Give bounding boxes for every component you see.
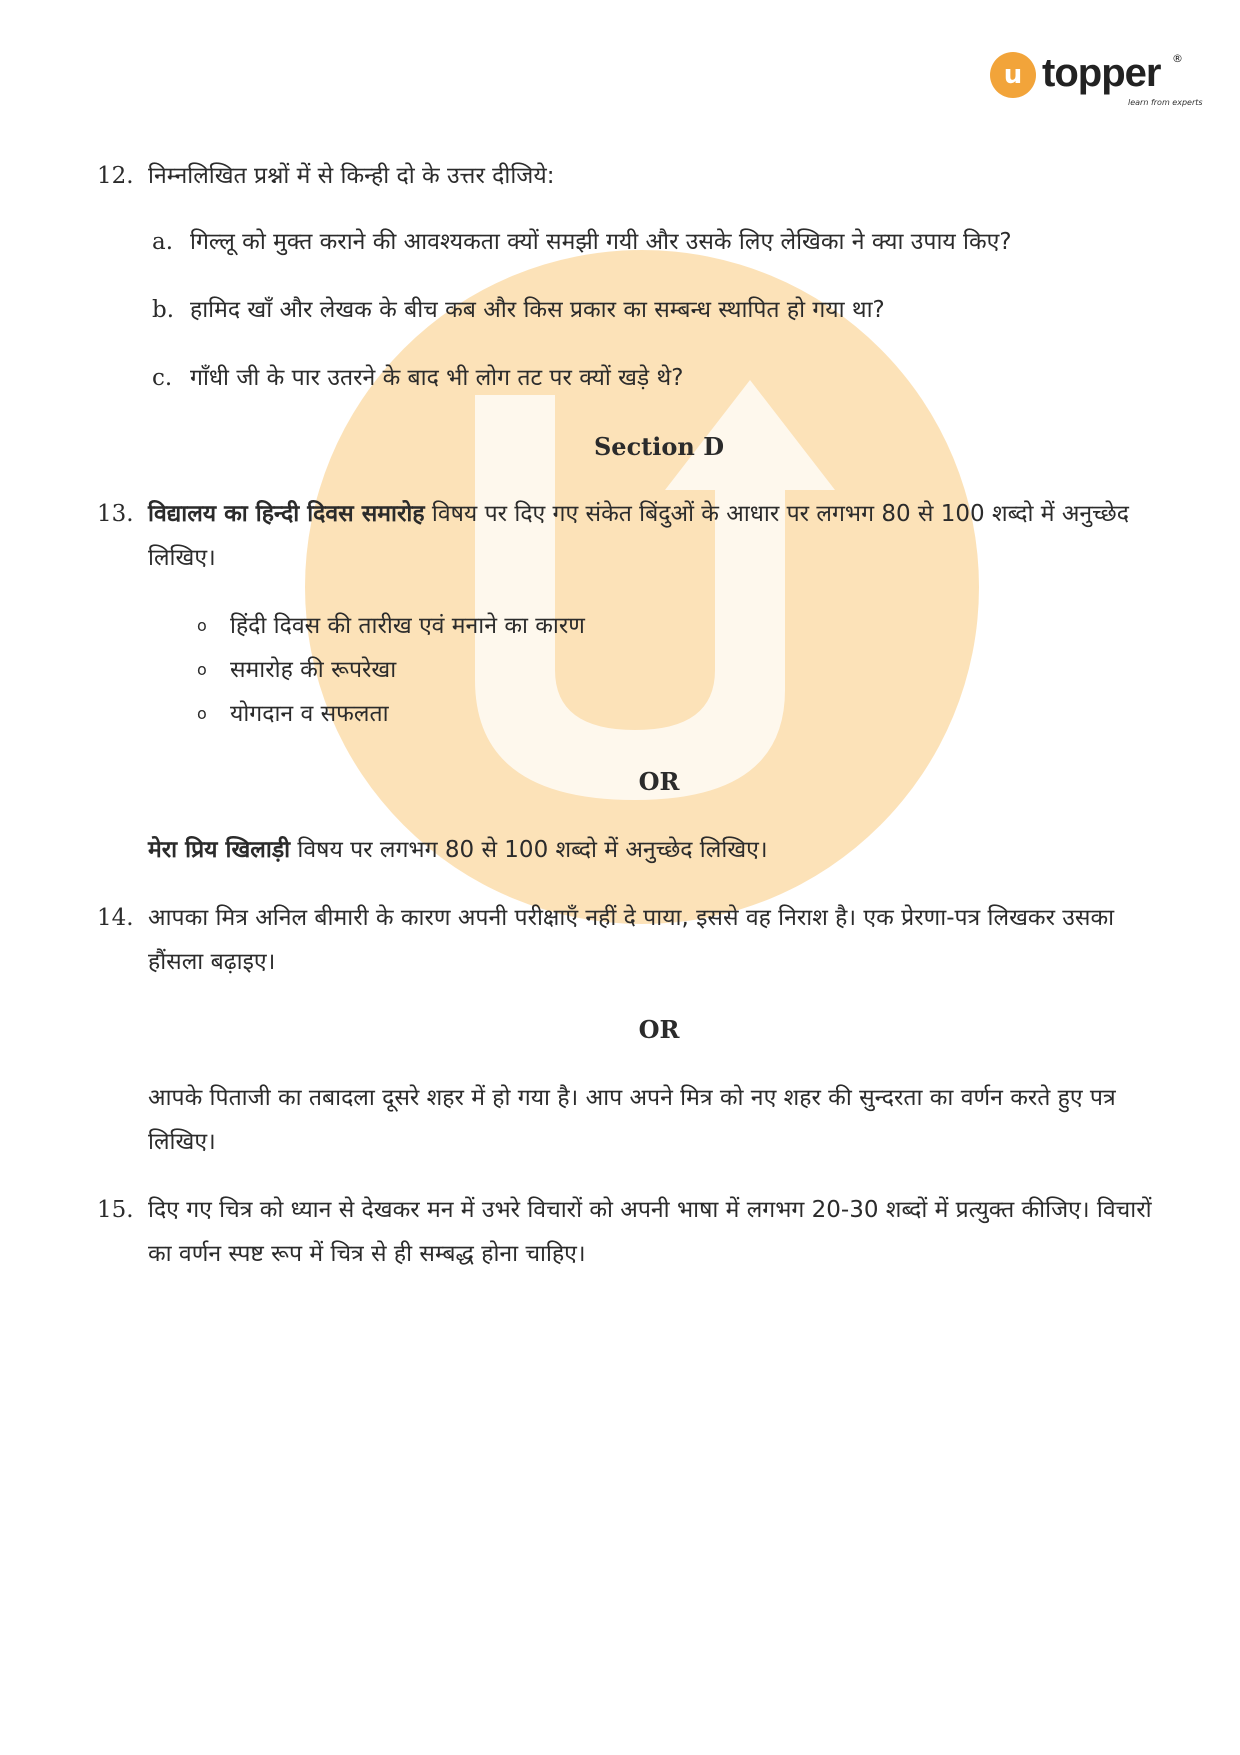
question-14-text: आपका मित्र अनिल बीमारी के कारण अपनी परीक्षाएँ नहीं दे पाया, इससे वह निराश है। एक प्रेरणा-पत्र लिखकर उसका xyxy=(148,905,1115,931)
part-letter: b. xyxy=(152,297,175,323)
logo-wordmark: topper xyxy=(1042,50,1161,95)
question-13-instruction: विषय पर दिए गए संकेत बिंदुओं के आधार पर लगभग 80 से 100 शब्दो में अनुच्छेद xyxy=(424,501,1129,527)
hint-point: योगदान व सफलता xyxy=(230,701,389,727)
hint-point: समारोह की रूपरेखा xyxy=(230,657,397,683)
or-divider: OR xyxy=(638,767,680,796)
question-13-text xyxy=(148,492,1173,536)
part-letter: a. xyxy=(152,229,174,255)
bullet-icon: o xyxy=(197,616,207,635)
logo-tagline: learn from experts xyxy=(1128,98,1203,107)
question-15-text-cont: का वर्णन स्पष्ट रूप में चित्र से ही सम्बद्ध होना चाहिए। xyxy=(148,1241,586,1267)
utopper-logo xyxy=(990,52,1160,98)
question-number: 14. xyxy=(97,905,134,931)
part-letter: c. xyxy=(152,365,173,391)
question-14-text-cont: हौंसला बढ़ाइए। xyxy=(148,949,276,975)
question-13-alt-instruction: विषय पर लगभग 80 से 100 शब्दो में अनुच्छेद लिखिए। xyxy=(290,837,768,863)
section-heading: Section D xyxy=(593,432,725,461)
question-12-text: निम्नलिखित प्रश्नों में से किन्ही दो के उत्तर दीजिये: xyxy=(148,163,555,189)
bullet-icon: o xyxy=(197,704,207,723)
question-15-text: दिए गए चित्र को ध्यान से देखकर मन में उभरे विचारों को अपनी भाषा में लगभग 20-30 शब्दों में प्रत्युक्त कीजिए। विचारों xyxy=(148,1197,1152,1223)
question-number: 12. xyxy=(97,163,134,189)
question-14-alternative-cont: लिखिए। xyxy=(148,1129,216,1155)
question-number: 15. xyxy=(97,1197,134,1223)
question-13-alternative xyxy=(148,828,1173,872)
registered-mark: ® xyxy=(1172,52,1183,65)
question-number: 13. xyxy=(97,501,134,527)
question-13-text-cont: लिखिए। xyxy=(148,545,216,571)
hint-point: हिंदी दिवस की तारीख एवं मनाने का कारण xyxy=(230,613,585,639)
utopper-watermark xyxy=(305,250,980,925)
question-12a-text: गिल्लू को मुक्त कराने की आवश्यकता क्यों समझी गयी और उसके लिए लेखिका ने क्या उपाय किए? xyxy=(190,229,1012,255)
question-13-alt-topic: मेरा प्रिय खिलाड़ी xyxy=(148,837,291,863)
question-13-topic: विद्यालय का हिन्दी दिवस समारोह xyxy=(148,501,425,527)
or-divider: OR xyxy=(638,1015,680,1044)
bullet-icon: o xyxy=(197,660,207,679)
question-12c-text: गाँधी जी के पार उतरने के बाद भी लोग तट पर क्यों खड़े थे? xyxy=(190,365,684,391)
question-12b-text: हामिद खाँ और लेखक के बीच कब और किस प्रकार का सम्बन्ध स्थापित हो गया था? xyxy=(190,297,885,323)
logo-badge-icon: u xyxy=(990,52,1036,98)
question-14-alternative: आपके पिताजी का तबादला दूसरे शहर में हो गया है। आप अपने मित्र को नए शहर की सुन्दरता का वर्णन करते हुए पत्र xyxy=(148,1085,1116,1111)
